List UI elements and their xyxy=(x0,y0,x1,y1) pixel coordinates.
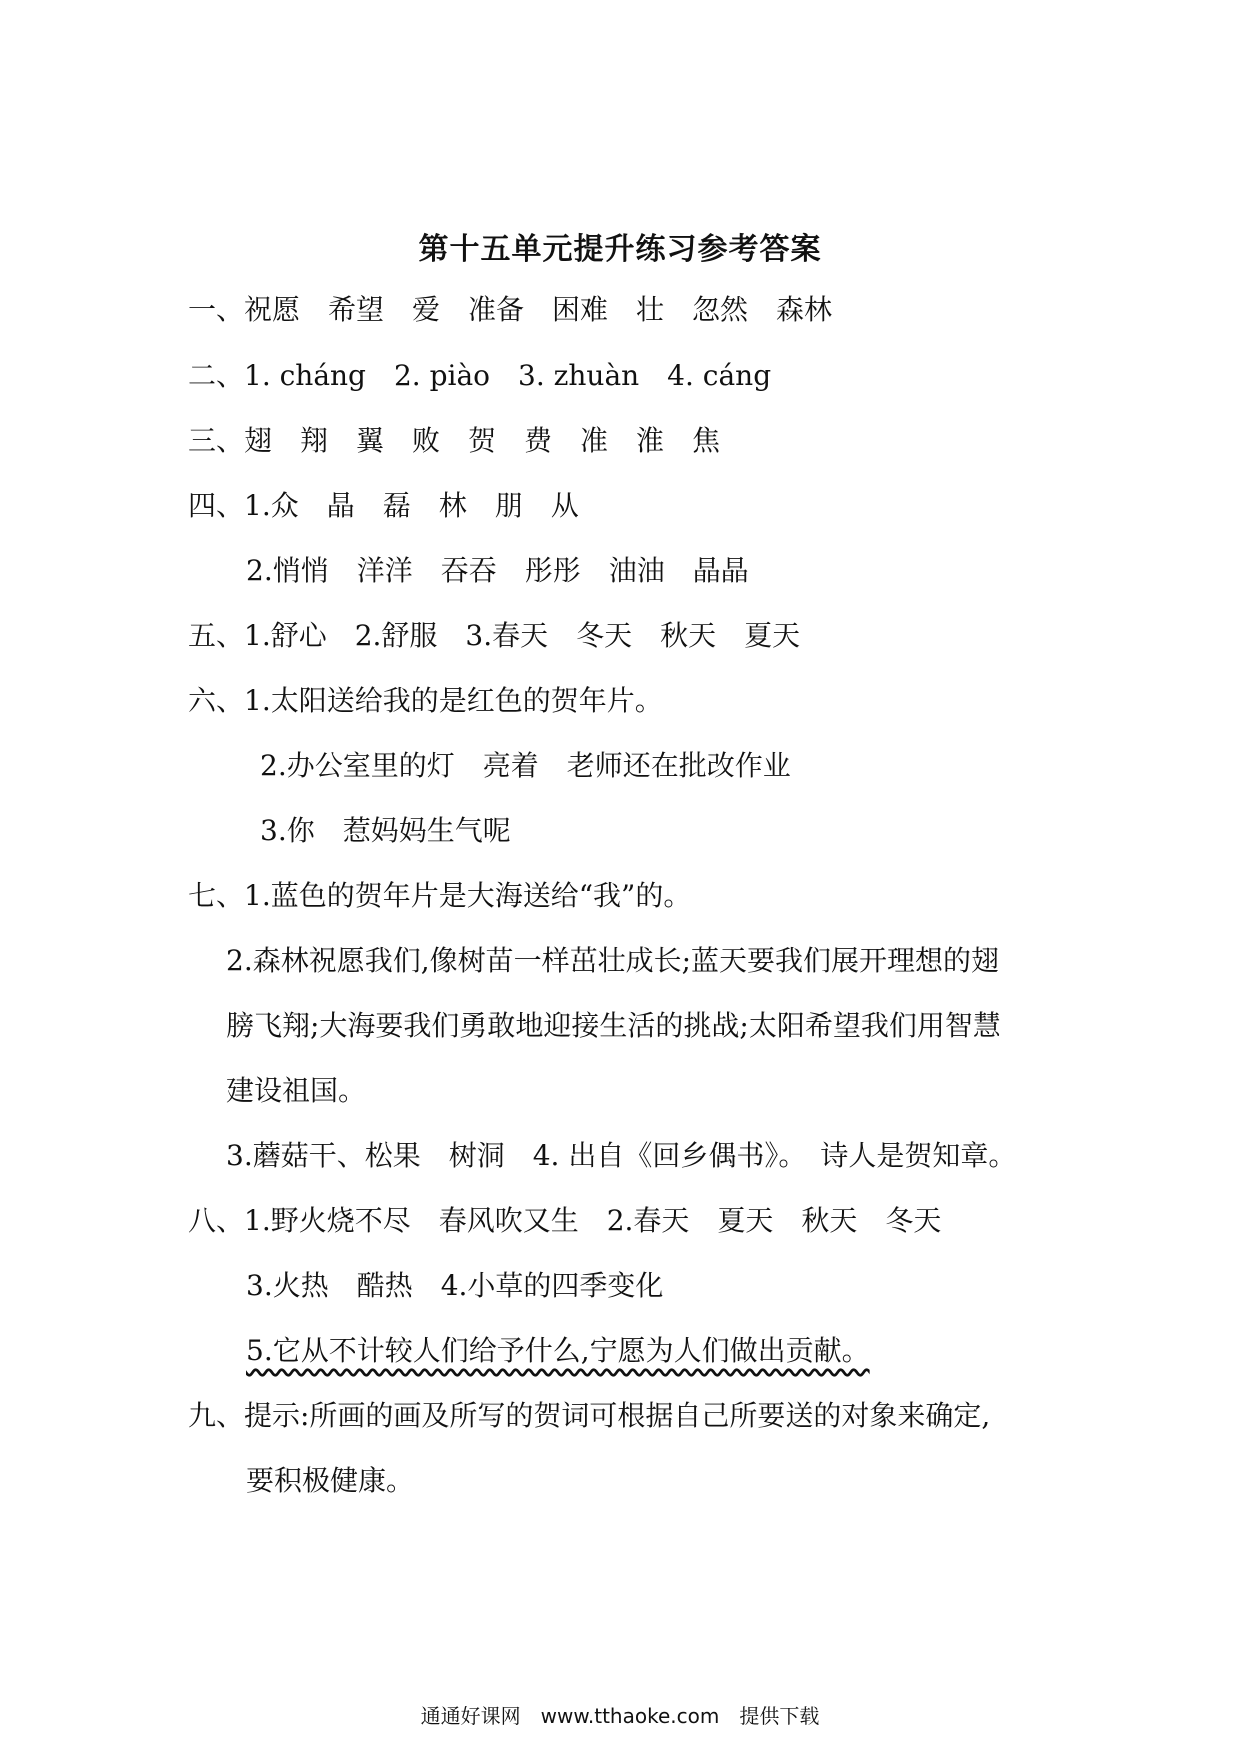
answer-line-18: 九、提示:所画的画及所写的贺词可根据自己所要送的对象来确定, xyxy=(188,1399,991,1432)
answer-line-8: 2.办公室里的灯 亮着 老师还在批改作业 xyxy=(260,749,791,782)
answer-line-15: 八、1.野火烧不尽 春风吹又生 2.春天 夏天 秋天 冬天 xyxy=(188,1204,942,1237)
page-title: 第十五单元提升练习参考答案 xyxy=(418,232,822,267)
answer-line-3: 三、翅 翔 翼 败 贺 费 准 淮 焦 xyxy=(188,424,721,457)
answer-line-7: 六、1.太阳送给我的是红色的贺年片。 xyxy=(188,684,663,717)
footer-credit: 通通好课网 www.tthaoke.com 提供下载 xyxy=(420,1704,820,1728)
answer-line-5: 2.悄悄 洋洋 吞吞 彤彤 油油 晶晶 xyxy=(246,554,749,587)
answer-line-10: 七、1.蓝色的贺年片是大海送给“我”的。 xyxy=(188,879,692,912)
answer-line-19: 要积极健康。 xyxy=(246,1464,415,1497)
answer-line-14: 3.蘑菇干、松果 树洞 4. 出自《回乡偶书》。 诗人是贺知章。 xyxy=(226,1139,1017,1172)
answer-line-6: 五、1.舒心 2.舒服 3.春天 冬天 秋天 夏天 xyxy=(188,619,801,652)
answer-line-11: 2.森林祝愿我们,像树苗一样茁壮成长;蓝天要我们展开理想的翅 xyxy=(226,944,1000,977)
answer-line-4: 四、1.众 晶 磊 林 朋 从 xyxy=(188,489,579,522)
answer-line-12: 膀飞翔;大海要我们勇敢地迎接生活的挑战;太阳希望我们用智慧 xyxy=(226,1009,1001,1042)
answer-line-1: 一、祝愿 希望 爱 准备 困难 壮 忽然 森林 xyxy=(188,293,833,326)
answer-line-16: 3.火热 酷热 4.小草的四季变化 xyxy=(246,1269,664,1302)
answer-line-17: 5.它从不计较人们给予什么,宁愿为人们做出贡献。 xyxy=(246,1334,870,1367)
answer-line-13: 建设祖国。 xyxy=(226,1074,367,1107)
answer-line-2: 二、1. cháng 2. piào 3. zhuàn 4. cáng xyxy=(188,359,772,392)
answer-line-9: 3.你 惹妈妈生气呢 xyxy=(260,814,511,847)
